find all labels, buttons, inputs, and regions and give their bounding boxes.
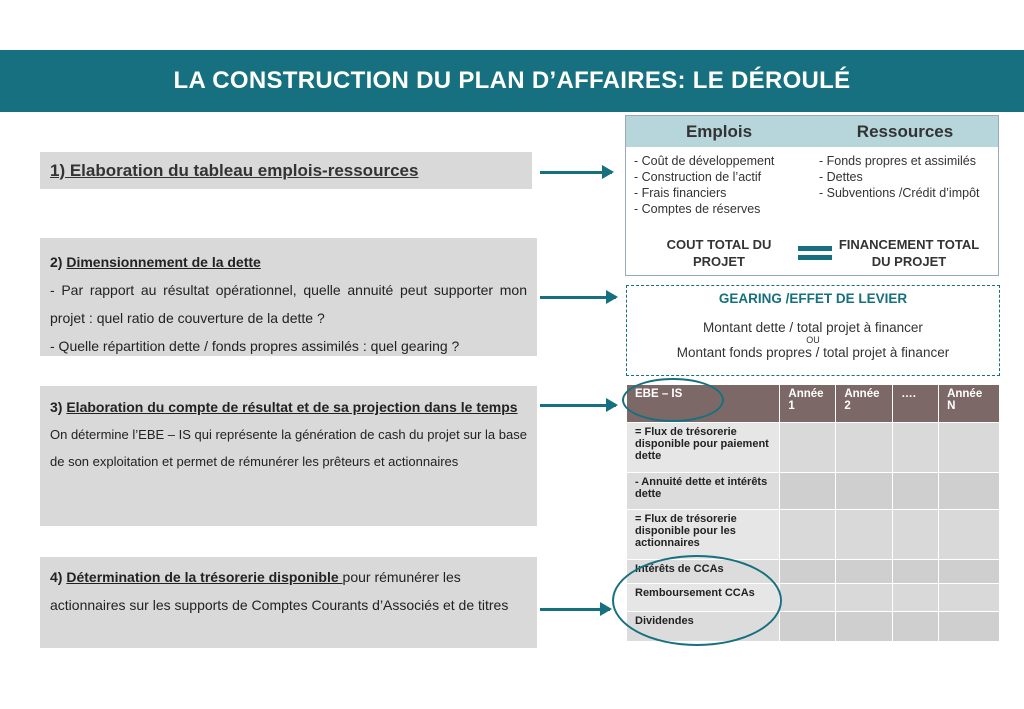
- step-3-heading: [50, 394, 527, 421]
- emplois-ressources-box: [625, 115, 999, 276]
- step-3-box: [40, 386, 537, 526]
- total-left: COUT TOTAL DU PROJET: [666, 237, 772, 269]
- gearing-title: GEARING /EFFET DE LEVIER: [718, 291, 908, 306]
- table-cell: [893, 473, 939, 510]
- table-cell: [836, 473, 893, 510]
- table-header: ….: [893, 385, 939, 423]
- equals-icon: [798, 246, 832, 260]
- step-4-number: 4): [50, 569, 67, 585]
- table-header: Année N: [939, 385, 1000, 423]
- table-header: EBE – IS: [627, 385, 780, 423]
- ressources-list: [805, 153, 990, 217]
- table-cell: [893, 423, 939, 473]
- table-header: Année 1: [780, 385, 836, 423]
- emplois-item: - Construction de l’actif: [634, 170, 762, 184]
- gearing-box: [626, 285, 1000, 376]
- gearing-line-2: Montant fonds propres / total projet à financer: [676, 345, 950, 360]
- table-cell: [836, 510, 893, 560]
- step-4-title: Détermination de la trésorerie disponible: [66, 569, 343, 585]
- table-cell: [780, 473, 836, 510]
- table-cell: [939, 560, 1000, 584]
- table-cell: [780, 584, 836, 612]
- emplois-item: - Frais financiers: [634, 186, 727, 200]
- row-label: Remboursement CCAs: [627, 584, 780, 612]
- ressources-item: - Fonds propres et assimilés: [819, 154, 977, 168]
- table-cell: [780, 510, 836, 560]
- ressources-label: Ressources: [856, 121, 954, 141]
- step-4-box: [40, 557, 537, 648]
- table-row: [627, 510, 1000, 560]
- table-cell: [780, 423, 836, 473]
- arrow-1: [540, 171, 612, 174]
- table-cell: [893, 612, 939, 642]
- emplois-label: Emplois: [685, 121, 753, 141]
- step-1-text: 1) Elaboration du tableau emplois-ressources: [50, 160, 419, 180]
- ebe-highlight-oval: [622, 378, 724, 422]
- table-cell: [893, 510, 939, 560]
- table-cell: [939, 584, 1000, 612]
- treasury-highlight-oval: [612, 555, 782, 646]
- emplois-list: [634, 153, 805, 217]
- emplois-ressources-header: [626, 116, 998, 147]
- row-label: - Annuité dette et intérêts dette: [627, 473, 780, 510]
- page-title: LA CONSTRUCTION DU PLAN D’AFFAIRES: LE DÉROULÉ: [173, 67, 851, 94]
- totals-row: [626, 236, 998, 270]
- row-label: Dividendes: [627, 612, 780, 642]
- table-cell: [939, 423, 1000, 473]
- table-cell: [780, 612, 836, 642]
- step-3-title: Elaboration du compte de résultat et de sa projection dans le temps: [66, 399, 518, 415]
- table-cell: [836, 612, 893, 642]
- step-2-line-1: - Par rapport au résultat opérationnel, quelle annuité peut supporter mon projet : quel ratio de couverture de la dette ?: [50, 282, 527, 326]
- step-2-heading: [50, 248, 527, 276]
- emplois-item: - Coût de développement: [634, 154, 775, 168]
- table-cell: [939, 612, 1000, 642]
- step-2-number: 2): [50, 254, 67, 270]
- emplois-item: - Comptes de réserves: [634, 202, 761, 216]
- table-cell: [780, 560, 836, 584]
- table-row: [627, 473, 1000, 510]
- step-1-box: [40, 152, 532, 189]
- arrow-2: [540, 296, 616, 299]
- ressources-item: - Dettes: [819, 170, 863, 184]
- row-label: = Flux de trésorerie disponible pour paiement dette: [627, 423, 780, 473]
- gearing-ou: OU: [806, 335, 820, 345]
- total-right: FINANCEMENT TOTAL DU PROJET: [838, 237, 980, 269]
- step-3-number: 3): [50, 399, 67, 415]
- table-row: [627, 423, 1000, 473]
- table-cell: [893, 584, 939, 612]
- row-label: Intérêts de CCAs: [627, 560, 780, 584]
- table-cell: [836, 560, 893, 584]
- step-2-box: [40, 238, 537, 356]
- table-cell: [836, 423, 893, 473]
- emplois-ressources-lists: [626, 147, 998, 217]
- gearing-line-1: Montant dette / total projet à financer: [703, 320, 923, 335]
- arrow-4: [540, 608, 610, 611]
- step-3-body: On détermine l’EBE – IS qui représente la génération de cash du projet sur la base de son exploitation et permet de rémunérer les prêteurs et actionnaires: [50, 427, 527, 469]
- ressources-item: - Subventions /Crédit d’impôt: [819, 186, 980, 200]
- row-label: = Flux de trésorerie disponible pour les actionnaires: [627, 510, 780, 560]
- step-2-line-2: - Quelle répartition dette / fonds propres assimilés : quel gearing ?: [50, 338, 460, 354]
- title-banner: [0, 50, 1024, 112]
- arrow-3: [540, 404, 616, 407]
- step-2-title: Dimensionnement de la dette: [66, 254, 261, 270]
- table-header: Année 2: [836, 385, 893, 423]
- table-cell: [939, 473, 1000, 510]
- table-cell: [836, 584, 893, 612]
- table-cell: [939, 510, 1000, 560]
- table-cell: [893, 560, 939, 584]
- step-4-body: pour rémunérer les actionnaires sur les supports de Comptes Courants d’Associés et de titres: [50, 569, 509, 613]
